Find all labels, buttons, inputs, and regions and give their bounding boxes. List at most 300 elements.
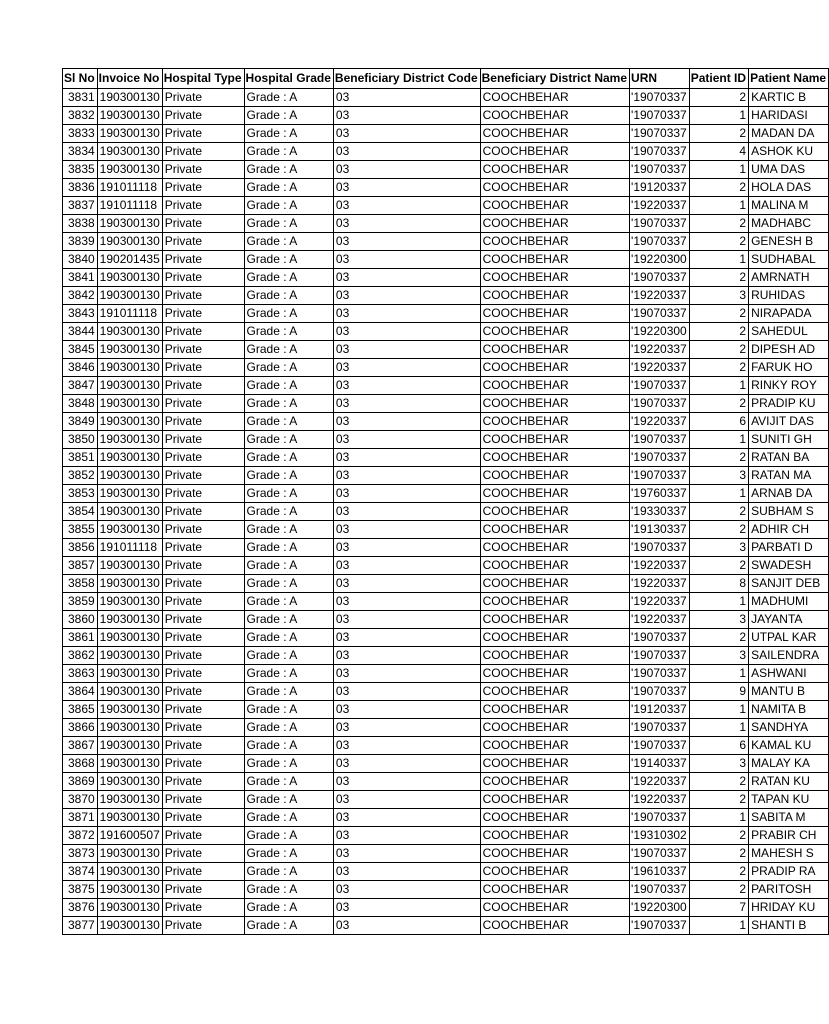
cell-district-code: 03	[333, 449, 480, 467]
cell-district-name: COOCHBEHAR	[480, 683, 629, 701]
cell-hospital-type: Private	[162, 755, 244, 773]
table-header	[63, 69, 829, 89]
table-row	[63, 863, 829, 881]
cell-hospital-type: Private	[162, 827, 244, 845]
cell-sl-no: 3848	[63, 395, 98, 413]
cell-district-name: COOCHBEHAR	[480, 665, 629, 683]
cell-patient-id: 3	[689, 755, 748, 773]
cell-district-code: 03	[333, 503, 480, 521]
cell-sl-no: 3844	[63, 323, 98, 341]
cell-hospital-grade: Grade : A	[244, 125, 333, 143]
table-row	[63, 755, 829, 773]
cell-sl-no: 3869	[63, 773, 98, 791]
cell-hospital-grade: Grade : A	[244, 143, 333, 161]
cell-urn: '19070337	[630, 107, 690, 125]
cell-hospital-type: Private	[162, 863, 244, 881]
cell-urn: '19220300	[630, 899, 690, 917]
cell-district-name: COOCHBEHAR	[480, 467, 629, 485]
cell-hospital-type: Private	[162, 899, 244, 917]
table-row	[63, 593, 829, 611]
cell-patient-name: TAPAN KU	[749, 791, 829, 809]
table-row	[63, 161, 829, 179]
cell-urn: '19070337	[630, 305, 690, 323]
cell-hospital-type: Private	[162, 611, 244, 629]
cell-sl-no: 3857	[63, 557, 98, 575]
cell-patient-name: MAHESH S	[749, 845, 829, 863]
cell-patient-name: RINKY ROY	[749, 377, 829, 395]
cell-sl-no: 3849	[63, 413, 98, 431]
cell-urn: '19220337	[630, 791, 690, 809]
cell-hospital-type: Private	[162, 413, 244, 431]
table-row	[63, 611, 829, 629]
cell-patient-name: MALINA M	[749, 197, 829, 215]
cell-invoice-no: 190300130	[97, 719, 162, 737]
cell-patient-id: 2	[689, 773, 748, 791]
cell-hospital-type: Private	[162, 179, 244, 197]
table-row	[63, 791, 829, 809]
cell-invoice-no: 190300130	[97, 233, 162, 251]
cell-district-name: COOCHBEHAR	[480, 557, 629, 575]
cell-district-name: COOCHBEHAR	[480, 809, 629, 827]
cell-hospital-type: Private	[162, 89, 244, 107]
cell-sl-no: 3875	[63, 881, 98, 899]
cell-hospital-grade: Grade : A	[244, 539, 333, 557]
cell-patient-name: MADAN DA	[749, 125, 829, 143]
cell-district-name: COOCHBEHAR	[480, 503, 629, 521]
cell-invoice-no: 190300130	[97, 809, 162, 827]
cell-hospital-type: Private	[162, 557, 244, 575]
cell-district-code: 03	[333, 179, 480, 197]
cell-patient-name: MADHABC	[749, 215, 829, 233]
cell-patient-name: PARITOSH	[749, 881, 829, 899]
cell-hospital-grade: Grade : A	[244, 719, 333, 737]
cell-urn: '19070337	[630, 377, 690, 395]
cell-district-code: 03	[333, 611, 480, 629]
cell-urn: '19070337	[630, 89, 690, 107]
cell-district-name: COOCHBEHAR	[480, 719, 629, 737]
cell-patient-name: ADHIR CH	[749, 521, 829, 539]
cell-invoice-no: 190300130	[97, 107, 162, 125]
cell-patient-name: MALAY KA	[749, 755, 829, 773]
cell-invoice-no: 190300130	[97, 341, 162, 359]
table-row	[63, 917, 829, 935]
cell-urn: '19610337	[630, 863, 690, 881]
cell-hospital-grade: Grade : A	[244, 647, 333, 665]
cell-invoice-no: 190300130	[97, 449, 162, 467]
cell-invoice-no: 190300130	[97, 863, 162, 881]
cell-urn: '19220337	[630, 557, 690, 575]
cell-patient-id: 2	[689, 629, 748, 647]
cell-hospital-type: Private	[162, 305, 244, 323]
cell-invoice-no: 190300130	[97, 755, 162, 773]
cell-invoice-no: 190300130	[97, 503, 162, 521]
cell-district-code: 03	[333, 197, 480, 215]
cell-invoice-no: 190300130	[97, 215, 162, 233]
cell-patient-id: 2	[689, 233, 748, 251]
cell-hospital-grade: Grade : A	[244, 377, 333, 395]
cell-invoice-no: 190300130	[97, 485, 162, 503]
cell-patient-id: 1	[689, 485, 748, 503]
cell-sl-no: 3853	[63, 485, 98, 503]
cell-patient-id: 7	[689, 899, 748, 917]
cell-urn: '19070337	[630, 449, 690, 467]
cell-invoice-no: 190300130	[97, 413, 162, 431]
cell-invoice-no: 190300130	[97, 143, 162, 161]
cell-patient-id: 1	[689, 593, 748, 611]
cell-district-code: 03	[333, 485, 480, 503]
cell-patient-id: 2	[689, 503, 748, 521]
cell-hospital-grade: Grade : A	[244, 503, 333, 521]
table-row	[63, 125, 829, 143]
cell-invoice-no: 190300130	[97, 467, 162, 485]
cell-district-code: 03	[333, 647, 480, 665]
cell-sl-no: 3862	[63, 647, 98, 665]
cell-district-name: COOCHBEHAR	[480, 215, 629, 233]
cell-patient-name: AVIJIT DAS	[749, 413, 829, 431]
cell-patient-id: 8	[689, 575, 748, 593]
cell-patient-name: HRIDAY KU	[749, 899, 829, 917]
cell-invoice-no: 190201435	[97, 251, 162, 269]
cell-hospital-grade: Grade : A	[244, 359, 333, 377]
cell-sl-no: 3865	[63, 701, 98, 719]
cell-hospital-type: Private	[162, 719, 244, 737]
table-body	[63, 89, 829, 935]
cell-sl-no: 3877	[63, 917, 98, 935]
cell-hospital-type: Private	[162, 449, 244, 467]
cell-invoice-no: 191011118	[97, 539, 162, 557]
cell-hospital-type: Private	[162, 467, 244, 485]
cell-patient-id: 3	[689, 287, 748, 305]
cell-patient-id: 2	[689, 395, 748, 413]
cell-hospital-grade: Grade : A	[244, 233, 333, 251]
cell-patient-id: 1	[689, 665, 748, 683]
cell-invoice-no: 190300130	[97, 881, 162, 899]
cell-patient-name: FARUK HO	[749, 359, 829, 377]
cell-district-code: 03	[333, 575, 480, 593]
table-row	[63, 845, 829, 863]
cell-sl-no: 3843	[63, 305, 98, 323]
cell-patient-name: RATAN MA	[749, 467, 829, 485]
cell-patient-id: 6	[689, 737, 748, 755]
cell-urn: '19220337	[630, 611, 690, 629]
cell-patient-id: 2	[689, 791, 748, 809]
cell-district-code: 03	[333, 233, 480, 251]
cell-urn: '19070337	[630, 539, 690, 557]
cell-hospital-grade: Grade : A	[244, 899, 333, 917]
cell-hospital-type: Private	[162, 143, 244, 161]
cell-district-code: 03	[333, 413, 480, 431]
cell-hospital-type: Private	[162, 341, 244, 359]
cell-patient-id: 1	[689, 377, 748, 395]
cell-patient-id: 3	[689, 467, 748, 485]
cell-patient-name: UMA DAS	[749, 161, 829, 179]
cell-urn: '19220337	[630, 341, 690, 359]
cell-sl-no: 3832	[63, 107, 98, 125]
cell-district-code: 03	[333, 305, 480, 323]
header-row	[63, 69, 829, 89]
cell-hospital-type: Private	[162, 683, 244, 701]
cell-hospital-grade: Grade : A	[244, 179, 333, 197]
cell-district-code: 03	[333, 125, 480, 143]
cell-district-code: 03	[333, 269, 480, 287]
cell-urn: '19070337	[630, 845, 690, 863]
cell-hospital-type: Private	[162, 359, 244, 377]
cell-district-name: COOCHBEHAR	[480, 521, 629, 539]
cell-hospital-grade: Grade : A	[244, 521, 333, 539]
cell-hospital-grade: Grade : A	[244, 197, 333, 215]
cell-patient-name: AMRNATH	[749, 269, 829, 287]
cell-invoice-no: 190300130	[97, 125, 162, 143]
cell-sl-no: 3860	[63, 611, 98, 629]
cell-hospital-type: Private	[162, 539, 244, 557]
cell-urn: '19120337	[630, 179, 690, 197]
cell-invoice-no: 190300130	[97, 575, 162, 593]
cell-patient-name: SHANTI B	[749, 917, 829, 935]
cell-sl-no: 3858	[63, 575, 98, 593]
cell-district-code: 03	[333, 557, 480, 575]
cell-hospital-grade: Grade : A	[244, 485, 333, 503]
cell-district-name: COOCHBEHAR	[480, 269, 629, 287]
header-hospital-grade: Hospital Grade	[244, 69, 333, 89]
cell-patient-name: PRADIP RA	[749, 863, 829, 881]
cell-hospital-type: Private	[162, 503, 244, 521]
cell-hospital-type: Private	[162, 665, 244, 683]
cell-district-name: COOCHBEHAR	[480, 773, 629, 791]
cell-invoice-no: 190300130	[97, 521, 162, 539]
cell-patient-id: 6	[689, 413, 748, 431]
cell-urn: '19070337	[630, 737, 690, 755]
table-row	[63, 467, 829, 485]
cell-hospital-type: Private	[162, 251, 244, 269]
table-row	[63, 287, 829, 305]
cell-patient-id: 2	[689, 215, 748, 233]
cell-district-code: 03	[333, 863, 480, 881]
header-beneficiary-district-name: Beneficiary District Name	[480, 69, 629, 89]
cell-invoice-no: 190300130	[97, 557, 162, 575]
cell-patient-id: 2	[689, 827, 748, 845]
cell-hospital-type: Private	[162, 269, 244, 287]
cell-urn: '19070337	[630, 809, 690, 827]
table-row	[63, 539, 829, 557]
header-invoice-no: Invoice No	[97, 69, 162, 89]
data-table	[62, 68, 829, 935]
cell-hospital-grade: Grade : A	[244, 341, 333, 359]
cell-urn: '19120337	[630, 701, 690, 719]
cell-hospital-grade: Grade : A	[244, 863, 333, 881]
cell-hospital-type: Private	[162, 773, 244, 791]
cell-urn: '19070337	[630, 665, 690, 683]
cell-district-code: 03	[333, 827, 480, 845]
table-row	[63, 251, 829, 269]
table-row	[63, 197, 829, 215]
cell-hospital-grade: Grade : A	[244, 449, 333, 467]
cell-patient-name: DIPESH AD	[749, 341, 829, 359]
cell-patient-name: JAYANTA	[749, 611, 829, 629]
cell-hospital-type: Private	[162, 233, 244, 251]
table-row	[63, 719, 829, 737]
cell-urn: '19070337	[630, 647, 690, 665]
cell-sl-no: 3845	[63, 341, 98, 359]
table-row	[63, 827, 829, 845]
cell-urn: '19070337	[630, 143, 690, 161]
header-sl-no: Sl No	[63, 69, 98, 89]
cell-hospital-grade: Grade : A	[244, 881, 333, 899]
cell-district-code: 03	[333, 899, 480, 917]
cell-sl-no: 3873	[63, 845, 98, 863]
cell-district-code: 03	[333, 773, 480, 791]
cell-invoice-no: 191600507	[97, 827, 162, 845]
table-row	[63, 557, 829, 575]
cell-invoice-no: 190300130	[97, 737, 162, 755]
cell-urn: '19070337	[630, 215, 690, 233]
table-row	[63, 395, 829, 413]
cell-district-name: COOCHBEHAR	[480, 539, 629, 557]
cell-patient-id: 3	[689, 611, 748, 629]
cell-patient-name: RUHIDAS	[749, 287, 829, 305]
cell-patient-id: 2	[689, 863, 748, 881]
table-row	[63, 881, 829, 899]
cell-district-name: COOCHBEHAR	[480, 89, 629, 107]
table-row	[63, 773, 829, 791]
cell-patient-id: 1	[689, 251, 748, 269]
cell-hospital-grade: Grade : A	[244, 287, 333, 305]
header-urn: URN	[630, 69, 690, 89]
table-row	[63, 377, 829, 395]
cell-district-code: 03	[333, 683, 480, 701]
cell-hospital-grade: Grade : A	[244, 215, 333, 233]
cell-hospital-grade: Grade : A	[244, 251, 333, 269]
cell-hospital-type: Private	[162, 575, 244, 593]
table-row	[63, 683, 829, 701]
cell-hospital-grade: Grade : A	[244, 665, 333, 683]
cell-urn: '19070337	[630, 233, 690, 251]
cell-hospital-type: Private	[162, 431, 244, 449]
cell-district-name: COOCHBEHAR	[480, 197, 629, 215]
cell-district-code: 03	[333, 881, 480, 899]
cell-district-code: 03	[333, 539, 480, 557]
cell-sl-no: 3876	[63, 899, 98, 917]
cell-patient-name: PARBATI D	[749, 539, 829, 557]
cell-patient-name: HARIDASI	[749, 107, 829, 125]
cell-patient-name: NAMITA B	[749, 701, 829, 719]
cell-sl-no: 3847	[63, 377, 98, 395]
cell-hospital-type: Private	[162, 809, 244, 827]
cell-hospital-type: Private	[162, 287, 244, 305]
cell-sl-no: 3837	[63, 197, 98, 215]
cell-district-name: COOCHBEHAR	[480, 701, 629, 719]
cell-patient-name: SABITA M	[749, 809, 829, 827]
cell-district-name: COOCHBEHAR	[480, 917, 629, 935]
cell-district-name: COOCHBEHAR	[480, 431, 629, 449]
cell-urn: '19070337	[630, 467, 690, 485]
table-row	[63, 305, 829, 323]
cell-urn: '19220300	[630, 323, 690, 341]
table-row	[63, 431, 829, 449]
cell-urn: '19330337	[630, 503, 690, 521]
cell-hospital-type: Private	[162, 215, 244, 233]
cell-urn: '19070337	[630, 125, 690, 143]
cell-district-code: 03	[333, 917, 480, 935]
cell-sl-no: 3839	[63, 233, 98, 251]
cell-district-code: 03	[333, 377, 480, 395]
cell-hospital-grade: Grade : A	[244, 683, 333, 701]
cell-hospital-grade: Grade : A	[244, 629, 333, 647]
cell-patient-name: PRABIR CH	[749, 827, 829, 845]
cell-patient-id: 2	[689, 179, 748, 197]
table-row	[63, 521, 829, 539]
cell-patient-id: 2	[689, 521, 748, 539]
table-row	[63, 647, 829, 665]
table-row	[63, 269, 829, 287]
cell-district-code: 03	[333, 719, 480, 737]
cell-invoice-no: 190300130	[97, 395, 162, 413]
cell-patient-id: 2	[689, 845, 748, 863]
cell-hospital-grade: Grade : A	[244, 575, 333, 593]
cell-district-code: 03	[333, 701, 480, 719]
cell-hospital-grade: Grade : A	[244, 467, 333, 485]
cell-district-name: COOCHBEHAR	[480, 341, 629, 359]
header-patient-id: Patient ID	[689, 69, 748, 89]
cell-sl-no: 3833	[63, 125, 98, 143]
cell-invoice-no: 191011118	[97, 179, 162, 197]
cell-hospital-grade: Grade : A	[244, 737, 333, 755]
cell-sl-no: 3850	[63, 431, 98, 449]
cell-district-code: 03	[333, 809, 480, 827]
cell-sl-no: 3872	[63, 827, 98, 845]
cell-hospital-grade: Grade : A	[244, 431, 333, 449]
cell-sl-no: 3855	[63, 521, 98, 539]
cell-hospital-grade: Grade : A	[244, 791, 333, 809]
cell-hospital-type: Private	[162, 881, 244, 899]
table-row	[63, 485, 829, 503]
cell-sl-no: 3871	[63, 809, 98, 827]
cell-urn: '19140337	[630, 755, 690, 773]
cell-patient-name: SUDHABAL	[749, 251, 829, 269]
cell-district-name: COOCHBEHAR	[480, 449, 629, 467]
cell-sl-no: 3852	[63, 467, 98, 485]
cell-district-code: 03	[333, 791, 480, 809]
cell-hospital-type: Private	[162, 737, 244, 755]
cell-sl-no: 3836	[63, 179, 98, 197]
cell-patient-id: 1	[689, 917, 748, 935]
cell-district-code: 03	[333, 431, 480, 449]
cell-urn: '19070337	[630, 917, 690, 935]
cell-district-code: 03	[333, 845, 480, 863]
cell-hospital-type: Private	[162, 323, 244, 341]
cell-urn: '19220337	[630, 197, 690, 215]
cell-hospital-grade: Grade : A	[244, 809, 333, 827]
table-row	[63, 665, 829, 683]
cell-hospital-grade: Grade : A	[244, 89, 333, 107]
cell-sl-no: 3854	[63, 503, 98, 521]
cell-district-code: 03	[333, 251, 480, 269]
cell-urn: '19130337	[630, 521, 690, 539]
table-row	[63, 899, 829, 917]
cell-patient-id: 3	[689, 647, 748, 665]
table-row	[63, 215, 829, 233]
cell-patient-id: 2	[689, 881, 748, 899]
cell-patient-id: 1	[689, 431, 748, 449]
cell-sl-no: 3846	[63, 359, 98, 377]
cell-district-name: COOCHBEHAR	[480, 611, 629, 629]
cell-patient-name: SANDHYA	[749, 719, 829, 737]
cell-sl-no: 3840	[63, 251, 98, 269]
cell-patient-name: SWADESH	[749, 557, 829, 575]
table-row	[63, 449, 829, 467]
cell-district-name: COOCHBEHAR	[480, 899, 629, 917]
cell-district-name: COOCHBEHAR	[480, 305, 629, 323]
cell-patient-id: 9	[689, 683, 748, 701]
